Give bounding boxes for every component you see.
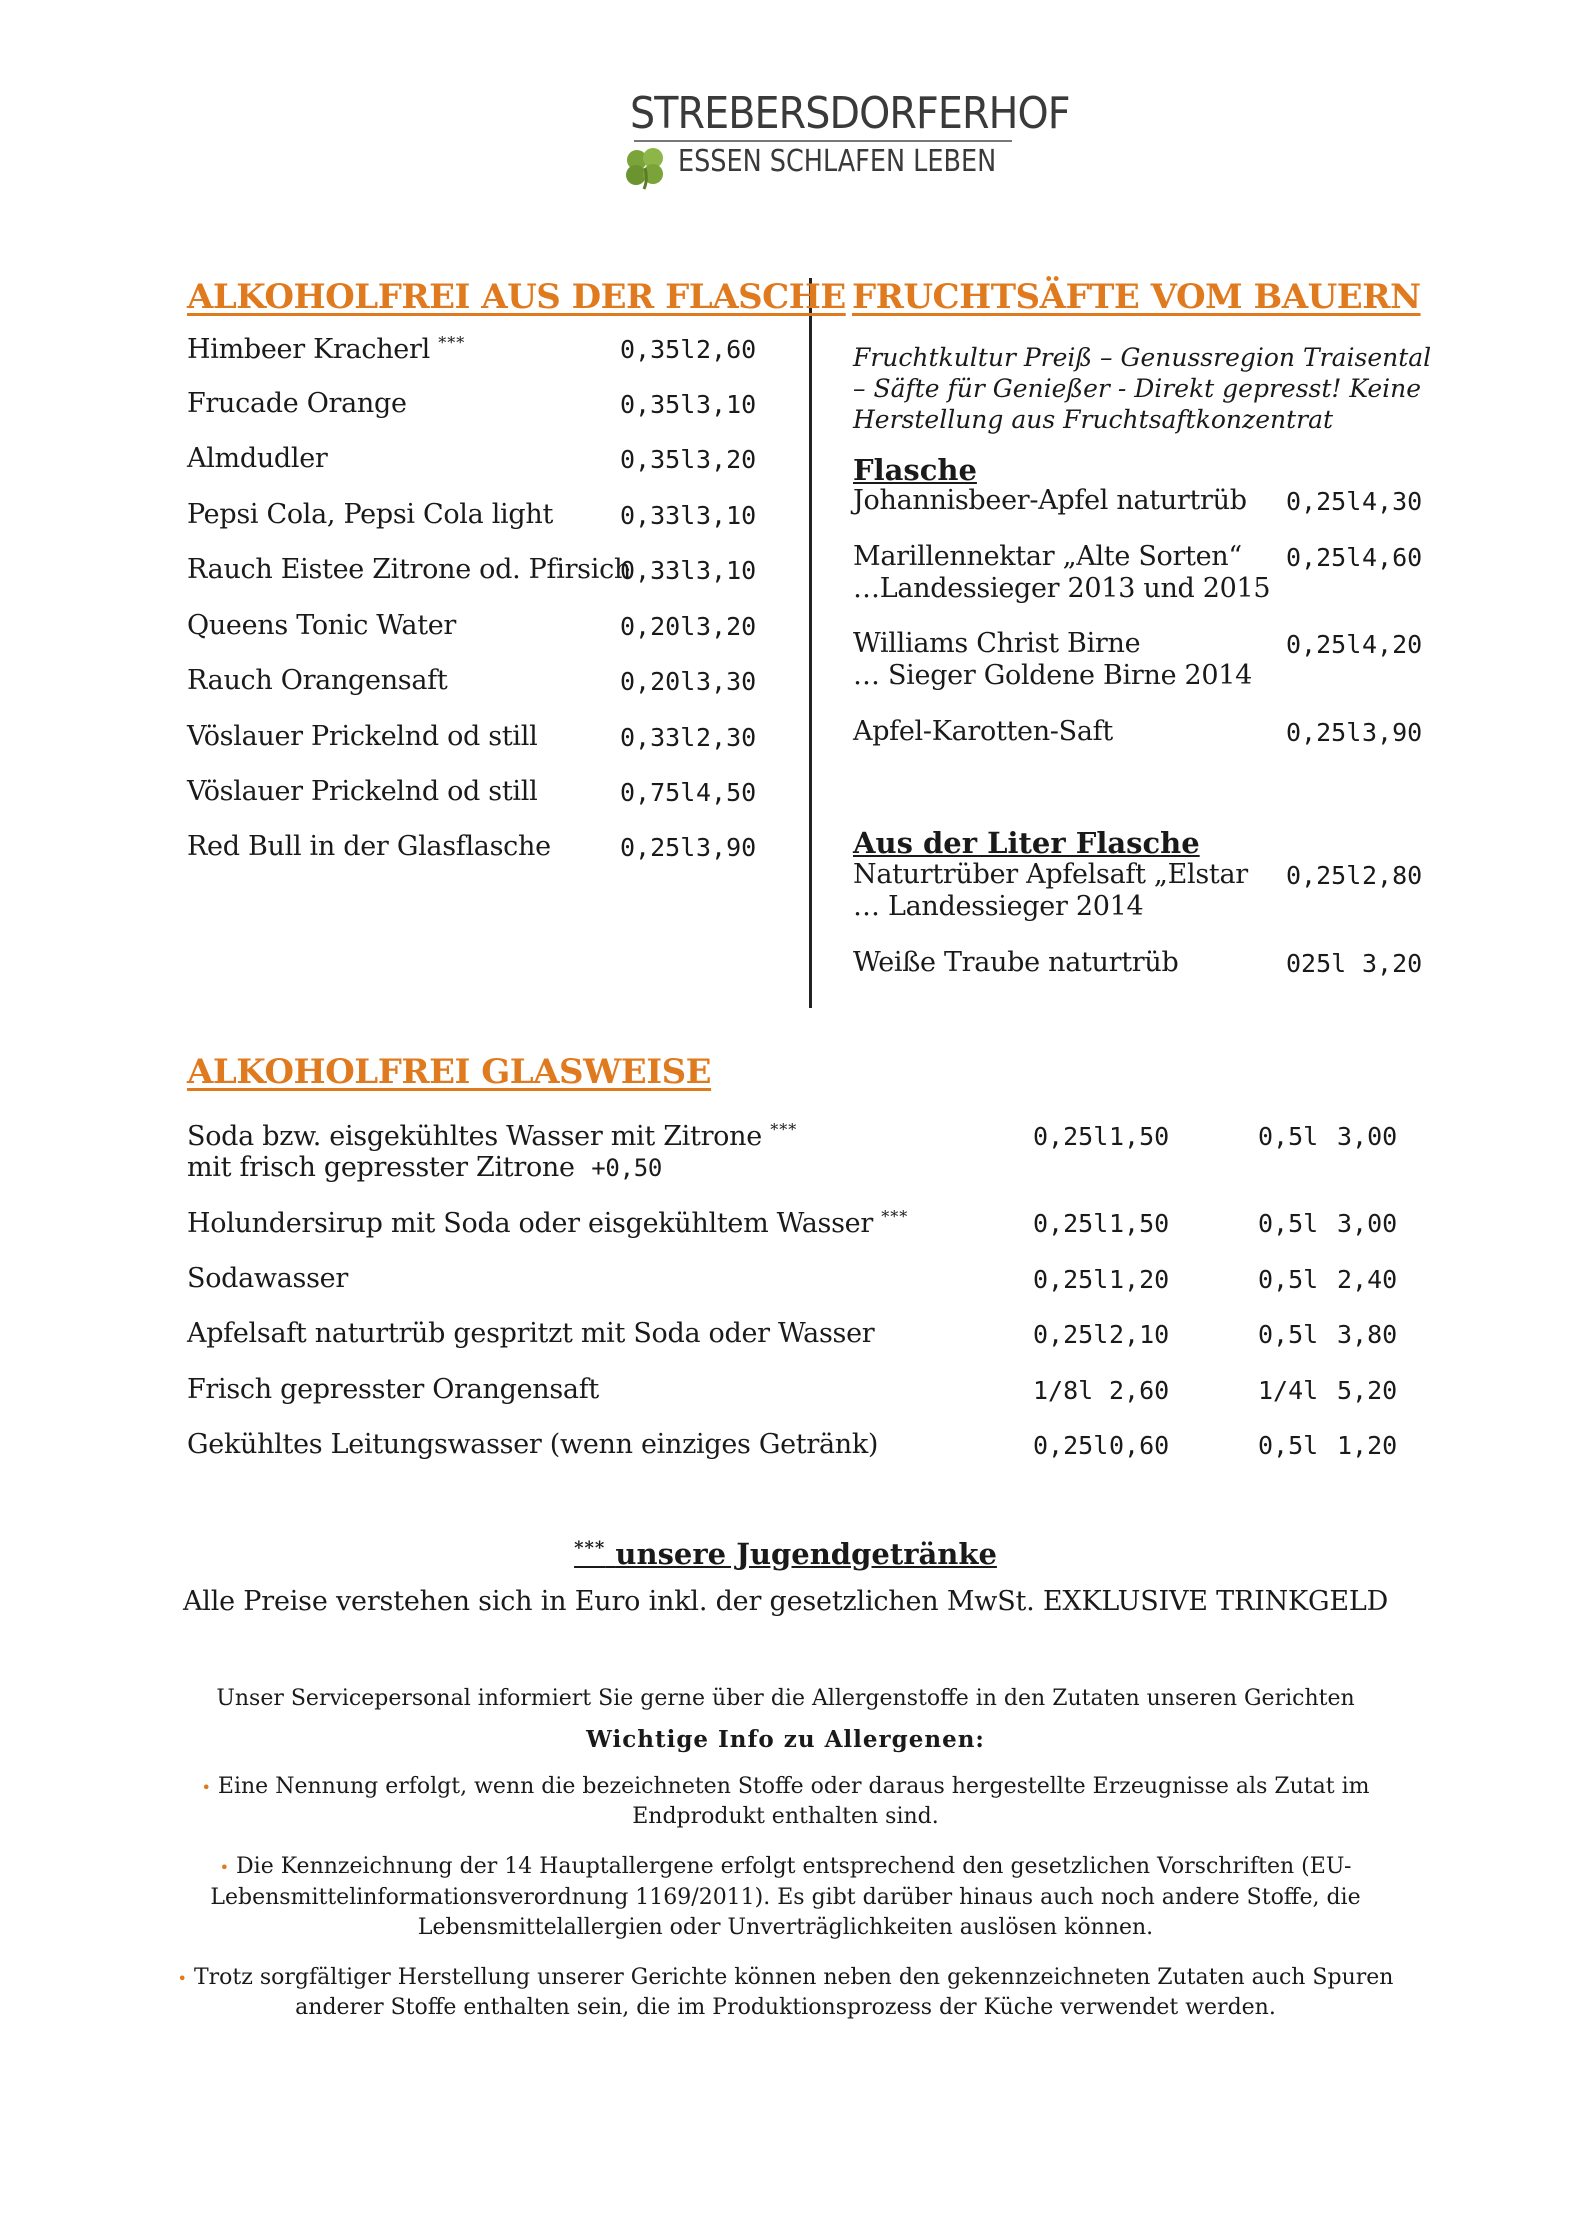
item-size-large: 0,5l [1258,1209,1319,1238]
item-price: 3,10 [696,556,757,585]
allergen-title: Wichtige Info zu Allergenen: [586,1726,985,1753]
jugendgetraenke-note: *** unsere Jugendgetränke [574,1537,997,1571]
item-size: 0,33l [620,501,696,530]
item-size-large: 0,5l [1258,1265,1319,1294]
prices-note: Alle Preise verstehen sich in Euro inkl. der gesetzlichen MwSt. EXKLUSIVE TRINKGELD [182,1586,1389,1617]
item-price-large: 2,40 [1337,1265,1398,1294]
item-size: 0,33l [620,723,696,752]
item-size: 0,20l [620,667,696,696]
allergen-bullet: • Die Kennzeichnung der 14 Hauptallergene erfolgt entsprechend den gesetzlichen Vorschriften (EU- [219,1854,1352,1879]
item-price-small: 2,60 [1109,1376,1170,1405]
list-item: Himbeer Kracherl *** [187,333,466,365]
list-item: Frisch gepresster Orangensaft [187,1374,599,1405]
item-price: 3,90 [696,833,757,862]
item-price-large: 3,00 [1337,1122,1398,1151]
item-price: 3,10 [696,501,757,530]
logo-subtitle: ESSEN SCHLAFEN LEBEN [678,144,997,179]
item-price-small: 1,20 [1109,1265,1170,1294]
item-size-small: 0,25l [1033,1320,1109,1349]
list-item: Marillennektar „Alte Sorten“ [853,541,1242,572]
item-price: 3,20 [696,612,757,641]
item-price-small: 2,10 [1109,1320,1170,1349]
item-size: 0,35l [620,335,696,364]
item-size: 0,35l [620,445,696,474]
item-size: 0,25l [620,833,696,862]
allergen-bullet: • Trotz sorgfältiger Herstellung unserer Gerichte können neben den gekennzeichneten Zutaten auch Spuren [177,1965,1394,1990]
allergen-bullet: • Eine Nennung erfolgt, wenn die bezeichneten Stoffe oder daraus hergestellte Erzeugnisse als Zutat im [201,1774,1370,1799]
item-price: 4,50 [696,778,757,807]
allergen-bullet-cont: Lebensmittelinformationsverordnung 1169/2011). Es gibt darüber hinaus auch noch andere Stoffe, die [210,1885,1361,1910]
list-item: Johannisbeer-Apfel naturtrüb [853,485,1247,516]
allergen-bullet-cont: Lebensmittelallergien oder Unverträglichkeiten auslösen können. [417,1915,1154,1940]
item-price-small: 0,60 [1109,1431,1170,1460]
item-size: 025l [1286,949,1347,978]
list-item-note: … Landessieger 2014 [853,891,1144,922]
heading-alkoholfrei-flasche: ALKOHOLFREI AUS DER FLASCHE [187,277,846,317]
item-size: 0,33l [620,556,696,585]
list-item: Gekühltes Leitungswasser (wenn einziges Getränk) [187,1429,879,1460]
allergen-bullet-cont: Endprodukt enthalten sind. [632,1804,939,1829]
item-size-small: 0,25l [1033,1209,1109,1238]
list-item-note: mit frisch gepresster Zitrone +0,50 [187,1152,663,1183]
list-item: Apfel-Karotten-Saft [853,716,1113,747]
item-price: 4,60 [1362,543,1423,572]
item-price: 2,60 [696,335,757,364]
item-price: 3,90 [1362,718,1423,747]
list-item: Naturtrüber Apfelsaft „Elstar [853,859,1248,890]
item-price-small: 1,50 [1109,1209,1170,1238]
item-size: 0,25l [1286,487,1362,516]
list-item-note: … Sieger Goldene Birne 2014 [853,660,1253,691]
list-item: Queens Tonic Water [187,610,457,641]
list-item: Soda bzw. eisgekühltes Wasser mit Zitrone *** [187,1120,798,1152]
item-price-large: 3,80 [1337,1320,1398,1349]
item-price: 3,20 [696,445,757,474]
logo-rule [634,140,1012,142]
list-item: Holundersirup mit Soda oder eisgekühltem Wasser *** [187,1207,909,1239]
item-size-small: 0,25l [1033,1431,1109,1460]
list-item: Pepsi Cola, Pepsi Cola light [187,499,554,530]
item-size: 0,20l [620,612,696,641]
item-size: 0,75l [620,778,696,807]
item-size: 0,25l [1286,543,1362,572]
list-item: Williams Christ Birne [853,628,1141,659]
list-item-note: …Landessieger 2013 und 2015 [853,573,1271,604]
item-price-small: 1,50 [1109,1122,1170,1151]
item-price: 3,10 [696,390,757,419]
item-size-small: 0,25l [1033,1122,1109,1151]
heading-fruchtsaefte: FRUCHTSÄFTE VOM BAUERN [852,277,1421,317]
fruchtkultur-intro: Fruchtkultur Preiß – Genussregion Traisental – Säfte für Genießer - Direkt gepresst! Keine Herstellung aus Fruchtsaftkonzentrat [853,343,1432,434]
item-size: 0,25l [1286,718,1362,747]
logo [620,88,1070,188]
column-divider [809,278,812,1008]
item-price: 2,80 [1362,861,1423,890]
list-item: Almdudler [187,443,328,474]
list-item: Frucade Orange [187,388,407,419]
list-item: Rauch Orangensaft [187,665,448,696]
item-price: 2,30 [696,723,757,752]
item-size-large: 0,5l [1258,1320,1319,1349]
allergen-bullet-cont: anderer Stoffe enthalten sein, die im Produktionsprozess der Küche verwendet werden. [295,1995,1276,2020]
item-size: 0,25l [1286,630,1362,659]
list-item: Sodawasser [187,1263,348,1294]
subheading-flasche: Flasche [853,453,977,487]
item-size: 0,25l [1286,861,1362,890]
list-item: Vöslauer Prickelnd od still [187,776,538,807]
heading-alkoholfrei-glasweise: ALKOHOLFREI GLASWEISE [187,1052,712,1092]
service-note: Unser Servicepersonal informiert Sie gerne über die Allergenstoffe in den Zutaten unseren Gerichten [216,1686,1355,1711]
item-price-large: 3,00 [1337,1209,1398,1238]
list-item: Vöslauer Prickelnd od still [187,721,538,752]
logo-title: STREBERSDORFERHOF [630,88,1070,139]
item-size-large: 0,5l [1258,1431,1319,1460]
list-item: Weiße Traube naturtrüb [853,947,1179,978]
item-price-large: 5,20 [1337,1376,1398,1405]
item-size-small: 1/8l [1033,1376,1094,1405]
item-price: 3,30 [696,667,757,696]
subheading-liter-flasche: Aus der Liter Flasche [853,826,1200,860]
list-item: Apfelsaft naturtrüb gespritzt mit Soda oder Wasser [187,1318,875,1349]
list-item: Rauch Eistee Zitrone od. Pfirsich [187,554,631,585]
item-price: 3,20 [1362,949,1423,978]
item-price-large: 1,20 [1337,1431,1398,1460]
clover-icon [620,144,672,190]
item-size-large: 1/4l [1258,1376,1319,1405]
item-price: 4,20 [1362,630,1423,659]
item-size: 0,35l [620,390,696,419]
list-item: Red Bull in der Glasflasche [187,831,551,862]
item-size-large: 0,5l [1258,1122,1319,1151]
item-price: 4,30 [1362,487,1423,516]
item-size-small: 0,25l [1033,1265,1109,1294]
